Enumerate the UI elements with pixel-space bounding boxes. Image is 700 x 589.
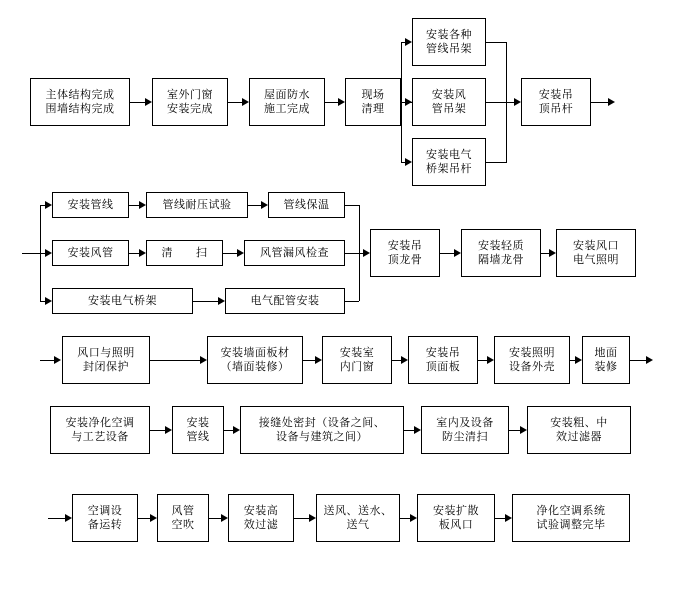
node-cleaning <box>146 240 223 266</box>
node-duct-air-blow <box>157 494 209 542</box>
node-line: 安装高 <box>243 504 279 517</box>
node-install-duct <box>52 240 129 266</box>
node-line: 风管 <box>171 504 195 517</box>
node-line: 风口与照明 <box>77 346 135 359</box>
node-main-structure <box>30 78 130 126</box>
node-line: 安装完成 <box>167 102 213 115</box>
connector <box>509 430 520 431</box>
node-install-pipelines-2 <box>172 406 224 454</box>
connector <box>345 205 359 206</box>
node-install-electrical-tray-hangers <box>412 138 486 186</box>
node-line: 安装墙面板材 <box>220 346 290 359</box>
node-install-ceiling-keel <box>370 229 440 277</box>
arrow-icon <box>487 356 494 364</box>
node-line: 隔墙龙骨 <box>478 253 524 266</box>
node-install-ceiling-rods <box>521 78 591 126</box>
node-line: 安装风 <box>431 88 467 101</box>
arrow-icon <box>405 38 412 46</box>
node-roof-waterproof <box>249 78 325 126</box>
connector <box>325 102 338 103</box>
node-duct-leak-test <box>244 240 345 266</box>
node-line: 安装 <box>186 416 210 429</box>
arrow-icon <box>150 514 157 522</box>
arrow-icon <box>221 514 228 522</box>
node-line: 顶面板 <box>425 360 461 373</box>
node-line: 清理 <box>361 102 385 115</box>
node-line: 电气照明 <box>573 253 619 266</box>
node-install-diffuser-outlet <box>417 494 495 542</box>
node-install-interior-doors <box>322 336 392 384</box>
connector <box>40 360 54 361</box>
node-line: 空调设 <box>87 504 123 517</box>
node-install-lighting-enclosure <box>494 336 570 384</box>
connector <box>224 430 233 431</box>
connector <box>392 360 401 361</box>
arrow-icon <box>646 356 653 364</box>
node-line: 管线吊架 <box>426 42 472 55</box>
arrow-icon <box>200 356 207 364</box>
node-line: 管线保温 <box>283 198 330 211</box>
node-line: 施工完成 <box>264 102 310 115</box>
connector <box>486 162 506 163</box>
node-install-wall-panels <box>207 336 303 384</box>
connector <box>478 360 487 361</box>
connector <box>22 253 40 254</box>
arrow-icon <box>218 297 225 305</box>
node-line: 屋面防水 <box>264 88 310 101</box>
node-install-pipe-hangers <box>412 18 486 66</box>
arrow-icon <box>165 426 172 434</box>
node-line: 管线耐压试验 <box>162 198 232 211</box>
node-line: 送气 <box>346 518 370 531</box>
arrow-icon <box>608 98 615 106</box>
node-floor-finishing <box>582 336 630 384</box>
connector <box>591 102 608 103</box>
node-line: 送风、送水、 <box>323 504 393 517</box>
connector <box>129 253 139 254</box>
connector <box>401 42 402 163</box>
connector <box>541 253 549 254</box>
node-line: 现场 <box>361 88 385 101</box>
node-install-duct-hangers <box>412 78 486 126</box>
node-install-coarse-medium-filters <box>527 406 631 454</box>
node-electrical-conduit-install <box>225 288 345 314</box>
node-line: 安装吊 <box>425 346 461 359</box>
node-hvac-equipment-operation <box>72 494 138 542</box>
arrow-icon <box>65 514 72 522</box>
arrow-icon <box>414 426 421 434</box>
node-cleanroom-system-commissioning-complete <box>512 494 630 542</box>
arrow-icon <box>261 201 268 209</box>
connector <box>506 102 514 103</box>
node-line: 安装电气桥架 <box>88 294 157 307</box>
arrow-icon <box>315 356 322 364</box>
node-line: 效过滤 <box>243 518 279 531</box>
connector <box>48 518 65 519</box>
node-install-pipeline <box>52 192 129 218</box>
connector <box>138 518 150 519</box>
node-supply-air-water-gas <box>316 494 400 542</box>
arrow-icon <box>45 201 52 209</box>
node-line: 安装照明 <box>509 346 555 359</box>
node-line: 安装粗、中 <box>550 416 608 429</box>
node-install-hepa-filter <box>228 494 294 542</box>
node-line: 安装风管 <box>67 246 114 259</box>
node-line: 室外门窗 <box>167 88 213 101</box>
node-line: 清 扫 <box>161 246 208 259</box>
arrow-icon <box>45 249 52 257</box>
arrow-icon <box>363 249 370 257</box>
node-line: 顶龙骨 <box>387 253 423 266</box>
node-line: 安装室 <box>339 346 375 359</box>
node-line: 电气配管安装 <box>250 294 320 307</box>
arrow-icon <box>242 98 249 106</box>
node-line: 管线 <box>186 430 210 443</box>
node-line: 安装电气 <box>426 148 472 161</box>
arrow-icon <box>45 297 52 305</box>
arrow-icon <box>575 356 582 364</box>
arrow-icon <box>401 356 408 364</box>
node-install-ceiling-panels <box>408 336 478 384</box>
node-line: 安装扩散 <box>433 504 479 517</box>
connector <box>495 518 505 519</box>
connector <box>130 102 145 103</box>
connector <box>150 430 165 431</box>
node-site-cleanup <box>345 78 401 126</box>
node-line: 安装吊 <box>387 239 423 252</box>
connector <box>404 430 414 431</box>
node-line: 桥架吊杆 <box>426 162 472 175</box>
node-airoutlet-lighting-protection <box>62 336 150 384</box>
arrow-icon <box>237 249 244 257</box>
node-pipeline-pressure-test <box>146 192 248 218</box>
connector <box>486 102 506 103</box>
node-line: 净化空调系统 <box>536 504 606 517</box>
arrow-icon <box>54 356 61 364</box>
arrow-icon <box>139 201 146 209</box>
connector <box>294 518 309 519</box>
connector <box>400 518 410 519</box>
node-install-lightweight-partition-keel <box>461 229 541 277</box>
node-line: 设备外壳 <box>509 360 555 373</box>
arrow-icon <box>549 249 556 257</box>
node-line: 安装风口 <box>573 239 619 252</box>
arrow-icon <box>338 98 345 106</box>
node-line: 装修 <box>594 360 618 373</box>
connector <box>129 205 139 206</box>
node-line: 安装管线 <box>67 198 114 211</box>
arrow-icon <box>233 426 240 434</box>
connector <box>345 253 359 254</box>
connector <box>303 360 315 361</box>
node-line: 板风口 <box>438 518 474 531</box>
arrow-icon <box>405 98 412 106</box>
node-pipeline-insulation <box>268 192 345 218</box>
arrow-icon <box>520 426 527 434</box>
connector <box>228 102 242 103</box>
node-line: 安装各种 <box>426 28 472 41</box>
connector <box>248 205 261 206</box>
node-line: 与工艺设备 <box>71 430 129 443</box>
node-line: 管吊架 <box>431 102 467 115</box>
node-install-air-outlet-lighting <box>556 229 636 277</box>
connector <box>630 360 646 361</box>
node-indoor-equipment-dust-cleaning <box>421 406 509 454</box>
connector <box>345 301 359 302</box>
node-line: 主体结构完成 <box>45 88 115 101</box>
arrow-icon <box>454 249 461 257</box>
node-line: 防尘清扫 <box>442 430 488 443</box>
arrow-icon <box>145 98 152 106</box>
node-line: 室内及设备 <box>436 416 494 429</box>
node-line: 备运转 <box>87 518 123 531</box>
arrow-icon <box>309 514 316 522</box>
node-line: 地面 <box>594 346 618 359</box>
node-line: 风管漏风检查 <box>260 246 329 259</box>
node-line: 试验调整完毕 <box>536 518 606 531</box>
connector <box>209 518 221 519</box>
node-seal-joints <box>240 406 404 454</box>
arrow-icon <box>405 158 412 166</box>
node-line: 空吹 <box>171 518 195 531</box>
arrow-icon <box>410 514 417 522</box>
node-line: 内门窗 <box>339 360 375 373</box>
arrow-icon <box>514 98 521 106</box>
node-line: （墙面装修） <box>220 360 290 373</box>
arrow-icon <box>139 249 146 257</box>
connector <box>193 301 218 302</box>
node-line: 安装轻质 <box>478 239 524 252</box>
node-line: 设备与建筑之间） <box>276 430 368 443</box>
node-install-cleanroom-hvac-equipment <box>50 406 150 454</box>
node-line: 接缝处密封（设备之间、 <box>258 416 386 429</box>
node-install-electrical-tray <box>52 288 193 314</box>
connector <box>223 253 237 254</box>
arrow-icon <box>505 514 512 522</box>
node-line: 效过滤器 <box>556 430 602 443</box>
node-line: 顶吊杆 <box>538 102 574 115</box>
node-line: 围墙结构完成 <box>45 102 115 115</box>
node-line: 安装吊 <box>538 88 574 101</box>
node-line: 安装净化空调 <box>65 416 135 429</box>
connector <box>440 253 454 254</box>
node-line: 封闭保护 <box>83 360 129 373</box>
node-exterior-windows <box>152 78 228 126</box>
connector <box>150 360 200 361</box>
connector <box>486 42 506 43</box>
